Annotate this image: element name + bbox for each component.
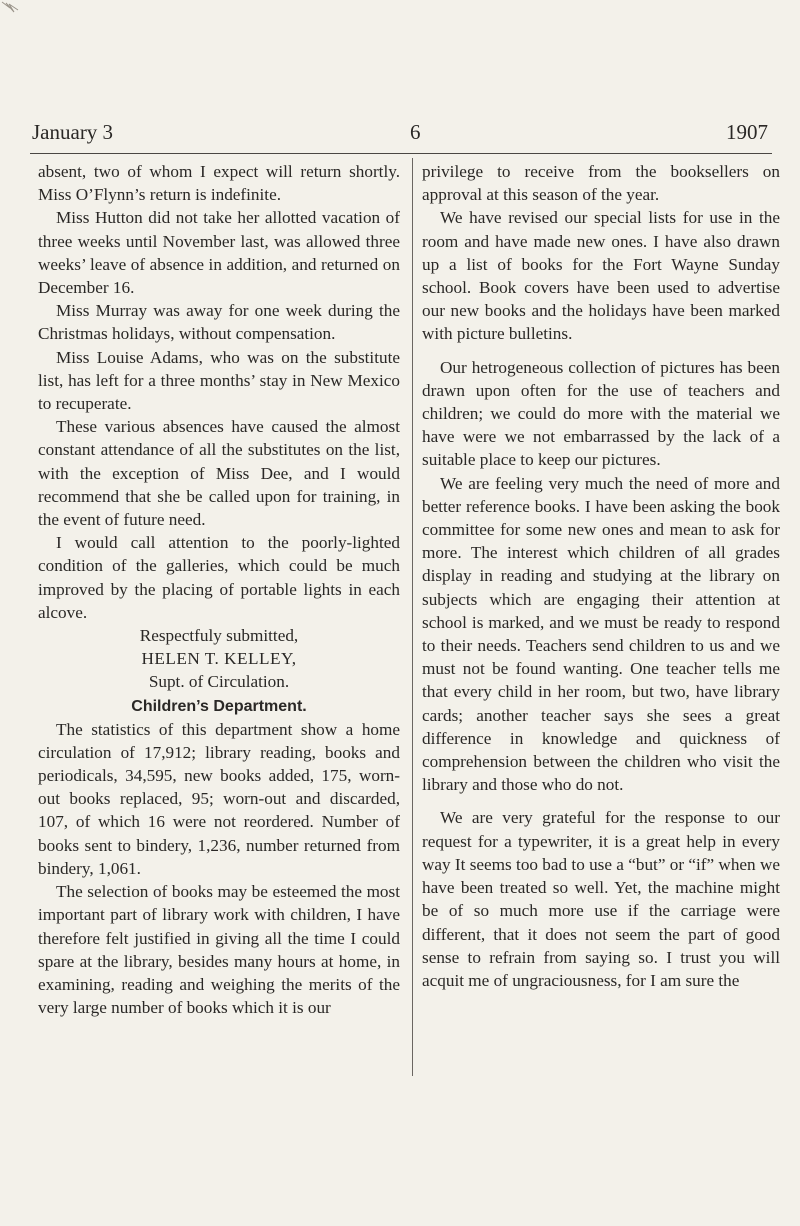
section-heading: Children’s Department. xyxy=(131,697,307,715)
page-header xyxy=(32,118,768,148)
paper-speck-decoration xyxy=(0,0,30,18)
paragraph: absent, two of whom I expect will return shortly. Miss O’Flynn’s return is indefinite. xyxy=(38,162,400,205)
header-year: 1907 xyxy=(726,120,768,144)
header-date: January 3 xyxy=(32,120,114,144)
paragraph: We are very grateful for the response to our request for a typewriter, it is a great help in every way It seems too bad to use a “but” or “if” when we have been treated so well. Yet, the machine might be of so much more use if the carriage were different, that it does not seem the part of good sense to refrain from saying so. I trust you will acquit me of ungraciousness, for I am sure the xyxy=(422,808,780,990)
paragraph: The statistics of this department show a home circulation of 17,912; library reading, books and periodicals, 34,595, new books added, 175, worn-out books replaced, 95; worn-out and discarded, 107, of which 16 were not reordered. Number of books sent to bindery, 1,236, number returned from bindery, 1,061. xyxy=(38,719,400,878)
paragraph: Miss Hutton did not take her allotted vacation of three weeks until November last, was allowed three weeks’ leave of absence in addition, and returned on December 16. xyxy=(38,208,400,298)
left-column xyxy=(38,160,400,1019)
paragraph: privilege to receive from the booksellers on approval at this season of the year. xyxy=(422,162,780,205)
column-divider xyxy=(412,158,413,1076)
paragraph: Our hetrogeneous collection of pictures has been drawn upon often for the use of teachers and children; we could do more with the material we have were we not embarrassed by the lack of a suitable place to keep our pictures. xyxy=(422,357,780,470)
paragraph: These various absences have caused the almost constant attendance of all the substitutes on the list, with the exception of Miss Dee, and I would recommend that she be called upon for training, in the event of future need. xyxy=(38,417,400,530)
paragraph: Miss Murray was away for one week during the Christmas holidays, without compensation. xyxy=(38,301,400,344)
header-rule xyxy=(30,153,772,154)
paragraph: The selection of books may be esteemed the most important part of library work with children, I have therefore felt justified in giving all the time I could spare at the library, besides many hours at home, in examining, reading and weighing the merits of the very large number of books which it is our xyxy=(38,882,400,1018)
page-number: 6 xyxy=(410,120,421,144)
closing-line: Respectfuly submitted, xyxy=(139,626,299,646)
paragraph: I would call attention to the poorly-lighted condition of the galleries, which could be much improved by the placing of portable lights in each alcove. xyxy=(38,533,400,622)
signature-title: Supt. of Circulation. xyxy=(148,672,290,692)
right-column xyxy=(422,160,780,992)
paragraph: Miss Louise Adams, who was on the substitute list, has left for a three months’ stay in New Mexico to recuperate. xyxy=(38,347,400,414)
paragraph: We have revised our special lists for use in the room and have made new ones. I have also drawn up a list of books for the Fort Wayne Sunday school. Book covers have been used to advertise our new books and the holidays have been marked with picture bulletins. xyxy=(422,208,780,344)
signature-name: HELEN T. KELLEY, xyxy=(141,649,297,669)
paragraph: We are feeling very much the need of more and better reference books. I have been asking the book committee for some new ones and mean to ask for more. The interest which children of all grades display in reading and studying at the library on subjects which are engaging their attention at school is marked, and we must be ready to respond to their needs. Teachers send children to us and we must not be found wanting. One teacher tells me that every child in her room, but two, have library cards; another teacher says she sees a great difference in knowledge and quickness of comprehension between the children who visit the library and those who do not. xyxy=(422,473,780,795)
